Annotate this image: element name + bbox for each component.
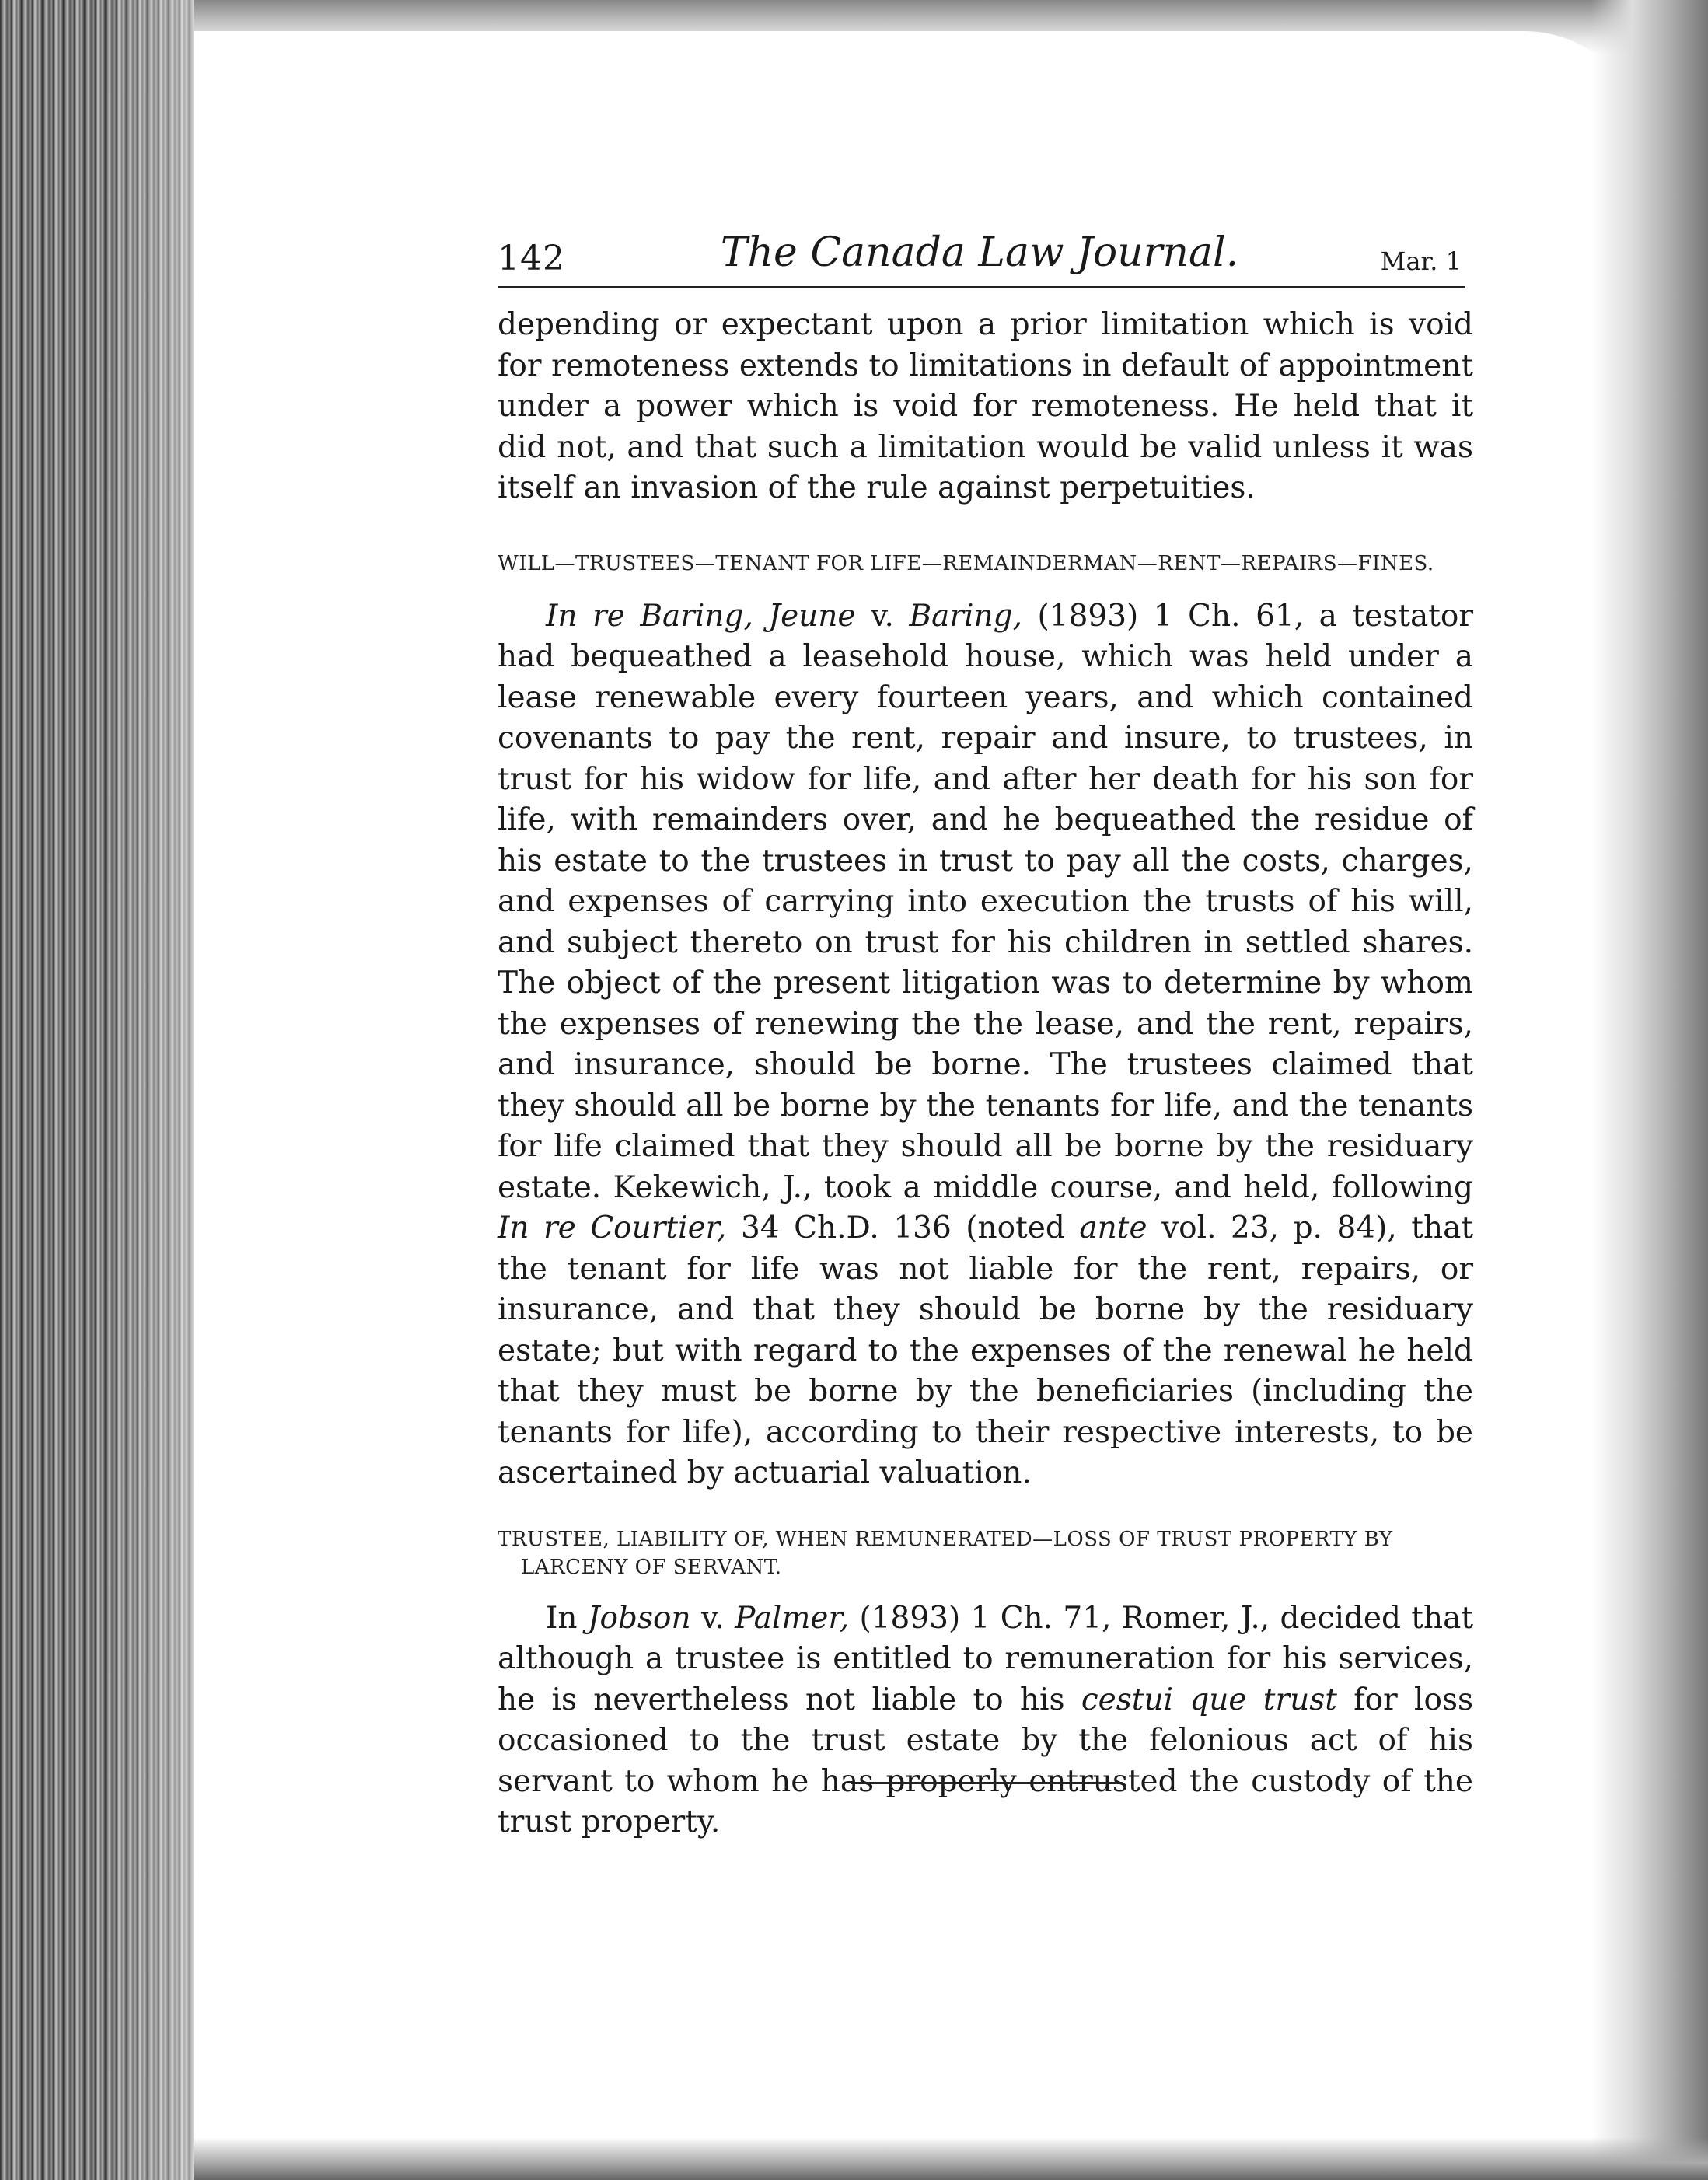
- book-spine-edge: [0, 0, 194, 2180]
- case-name: Jobson: [587, 1600, 691, 1636]
- end-rule: [851, 1782, 1123, 1784]
- section-heading-trustee-liability: TRUSTEE, LIABILITY OF, WHEN REMUNERATED—LOSS OF TRUST PROPERTY BY LARCENY OF SERVANT.: [498, 1527, 1393, 1579]
- section-heading-will-trustees: WILL—TRUSTEES—TENANT FOR LIFE—REMAINDERMAN—RENT—REPAIRS—FINES.: [498, 551, 1434, 575]
- cited-case: In re Courtier,: [498, 1211, 727, 1245]
- case-paragraph-baring: In re Baring, Jeune v. Baring, (1893) 1 Ch. 61, a testator had bequeathed a leasehold house, which was held under a lease renewable every fourteen years, and which contained covenants to pay the rent, repair and insure, to trustees, in trust for his widow for life, and after her death for his son for life, with remainders over, and he bequeathed the residue of his estate to the trustees in trust to pay all the costs, charges, and expenses of carrying into execution the trusts of his will, and subject thereto on trust for his children in settled shares. The object of the present litigation was to determine by whom the expenses of renewing the the lease, and the rent, repairs, and insurance, should be borne. The trustees claimed that they should all be borne by the tenants for life, and the tenants for life claimed that they should all be borne by the residuary estate. Kekewich, J., took a middle course, and held, following In re Courtier, 34 Ch.D. 136 (noted ante vol. 23, p. 84), that the tenant for life was not liable for the rent, repairs, or insurance, and that they should be borne by the residuary estate; but with regard to the expenses of the renewal he held that they must be borne by the beneficiaries (including the tenants for life), according to their respective interests, to be ascertained by actuarial valuation.: [498, 598, 1474, 1490]
- case-name-second-party: Palmer,: [735, 1600, 850, 1636]
- case-name: In re Baring, Jeune: [546, 598, 856, 634]
- case-name-second-party: Baring,: [909, 598, 1022, 634]
- page-right-shadow: [1591, 0, 1708, 2180]
- running-header: [498, 229, 1462, 292]
- intro-paragraph: depending or expectant upon a prior limitation which is void for remoteness extends to limitations in default of appointment under a power which is void for remoteness. He held that it did not, and that such a limitation would be valid unless it was itself an invasion of the rule against perpetuities.: [498, 307, 1473, 505]
- cestui-que-trust-term: cestui que trust: [1081, 1682, 1337, 1717]
- issue-date: Mar. 1: [1380, 246, 1462, 276]
- ante-reference: ante: [1079, 1211, 1147, 1245]
- case-paragraph-jobson: In Jobson v. Palmer, (1893) 1 Ch. 71, Romer, J., decided that although a trustee is entitled to remuneration for his services, he is nevertheless not liable to his cestui que trust for loss occasioned to the trust estate by the felonious act of his servant to whom he has properly entrusted the custody of the trust property.: [498, 1600, 1474, 1839]
- header-rule: [498, 286, 1465, 288]
- page-number: 142: [498, 239, 565, 278]
- article-body: [498, 305, 1473, 1843]
- journal-title: The Canada Law Journal.: [720, 229, 1239, 276]
- page-bottom-shadow: [194, 2137, 1708, 2180]
